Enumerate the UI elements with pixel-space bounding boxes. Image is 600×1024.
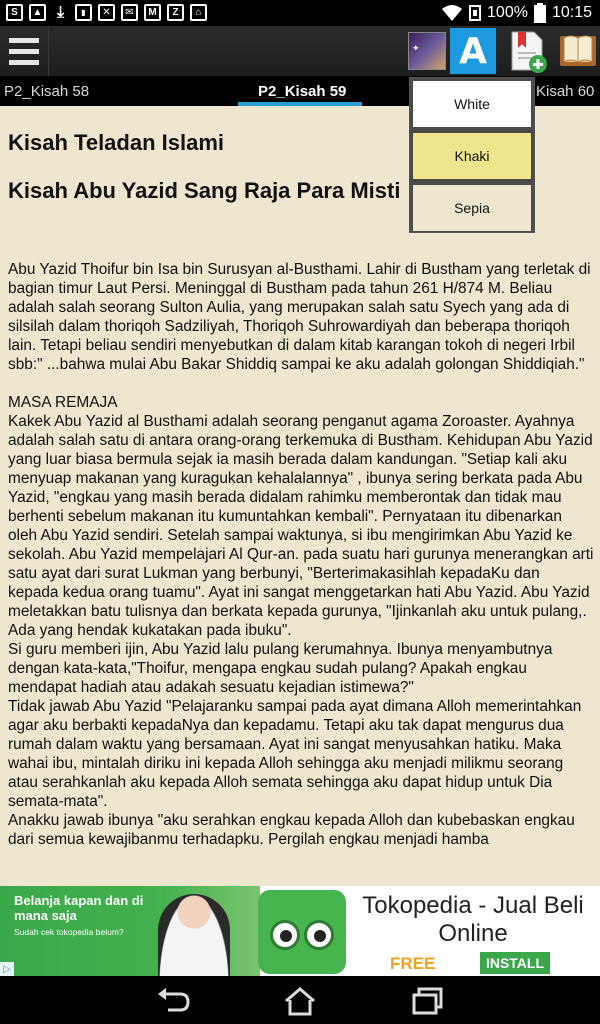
hamburger-line-icon xyxy=(9,60,39,65)
image-icon: ▲ xyxy=(29,4,46,21)
sync-icon xyxy=(469,4,481,22)
shop-icon: ⌂ xyxy=(190,4,207,21)
tab-kisah-59[interactable]: P2_Kisah 59 xyxy=(258,83,347,100)
download-icon: ⤓ xyxy=(56,3,65,21)
font-style-button[interactable] xyxy=(450,28,496,74)
envelope-icon: ✉ xyxy=(121,4,138,21)
ad-headline: Belanja kapan dan di mana saja xyxy=(14,893,144,923)
notification-icons xyxy=(6,4,207,21)
hamburger-line-icon xyxy=(9,38,39,43)
bookshelf-button[interactable] xyxy=(556,28,600,74)
status-bar xyxy=(0,0,600,26)
theme-dropdown xyxy=(409,77,535,233)
clock: 10:15 xyxy=(551,4,592,21)
theme-option-sepia[interactable]: Sepia xyxy=(413,185,531,231)
ad-title[interactable]: Tokopedia - Jual Beli Online xyxy=(362,892,584,947)
article-body: Abu Yazid Thoifur bin Isa bin Surusyan al-Busthami. Lahir di Bustham yang terletak di bagian timur Laut Persi. Meninggal di Bustham pada tahun 261 H/874 M. Beliau adalah salah seorang Sulton Aulia, yang merupakan salah satu Syech yang ada di silsilah dalam thoriqoh Sadziliyah, Thoriqoh Suhrowardiyah dan beberapa thoriqoh lain. Tetapi beliau sendiri menyebutkan di dalam kitab karangan tokoh di negeri Irbil sbb:" ...bahwa mulai Abu Bakar Shiddiq sampai ke aku adalah golongan Shiddiqiah." MASA REMAJA Kakek Abu Yazid al Busthami adalah seorang penganut agama Zoroaster. Ayahnya adalah salah satu di antara orang-orang terkemuka di Bustham. Kehidupan Abu Yazid yang luar biasa bermula sejak ia masih berada dalam kandungan. "Setiap kali aku menyuap makanan yang kuragukan kehalalannya" , ibunya sering berkata pada Abu Yazid, "engkau yang masih berada didalam rahimku memberontak dan tidak mau berhenti sebelum makanan itu kumuntahkan kembali". Pernyataan itu dibenarkan oleh Abu Yazid sendiri. Setelah sampai waktunya, si ibu mengirimkan Abu Yazid ke sekolah. Abu Yazid mempelajari Al Qur-an. pada suatu hari gurunya menerangkan arti satu ayat dari surat Lukman yang berbunyi, "Berterimakasihlah kepadaKu dan kepada kedua orang tuamu". Ayat ini sangat menggetarkan hati Abu Yazid. Abu Yazid meletakkan batu tulisnya dan berkata kepada gurunya, "Ijinkanlah aku untuk pulang,. Ada yang hendak kukatakan pada ibuku". Si guru memberi ijin, Abu Yazid lalu pulang kerumahnya. Ibunya menyambutnya dengan kata-kata,"Thoifur, mengapa engkau sudah pulang? Apakah engkau mendapat hadiah atau adakah sesuatu kejadian istimewa?" Tidak jawab Abu Yazid "Pelajaranku sampai pada ayat dimana Alloh memerintahkan agar aku berbakti kepadaNya dan kepadamu. Tetapi aku tak dapat mengurus dua rumah dalam waktu yang bersamaan. Ayat ini sangat menyusahkan hatiku. Maka wahai ibu, mintalah diriku ini kepada Alloh sehingga aku menjadi milikmu seorang atau serahkanlah aku kepada Alloh semata sehingga aku dapat hidup untuk Dia semata-mata". Anakku jawab ibunya "aku serahkan engkau kepada Alloh dan kubebaskan engkau dari semua kewajibanmu terhadapku. Pergilah engkau menjadi hamba xyxy=(8,261,594,848)
install-button[interactable]: INSTALL xyxy=(480,952,550,974)
system-status xyxy=(441,3,592,23)
add-bookmark-button[interactable] xyxy=(504,28,550,74)
font-a-icon: A xyxy=(459,30,487,72)
recent-apps-button[interactable] xyxy=(408,986,448,1016)
back-button[interactable] xyxy=(154,986,194,1016)
action-bar xyxy=(0,26,600,76)
hamburger-menu-button[interactable] xyxy=(0,26,49,76)
theme-option-khaki[interactable]: Khaki xyxy=(413,133,531,179)
battery-icon xyxy=(534,3,546,23)
hamburger-line-icon xyxy=(9,49,39,54)
wifi-icon xyxy=(441,4,463,22)
home-button[interactable] xyxy=(280,986,320,1016)
ad-image[interactable] xyxy=(0,886,260,976)
zedge-icon: Z xyxy=(167,4,184,21)
tab-kisah-58[interactable]: P2_Kisah 58 xyxy=(4,83,90,100)
tab-kisah-60[interactable]: Kisah 60 xyxy=(536,83,595,100)
ad-banner[interactable] xyxy=(0,886,600,976)
tokopedia-logo-icon[interactable] xyxy=(258,890,346,974)
app-thumbnail-icon: ✦ xyxy=(412,43,420,53)
owl-eye-icon xyxy=(304,920,334,950)
notification-s-icon: S xyxy=(6,4,23,21)
mail-icon: ✕ xyxy=(98,4,115,21)
battery-notif-icon: ▮ xyxy=(75,4,92,21)
battery-percent: 100% xyxy=(487,4,528,21)
ad-subline: Sudah cek tokopedia belum? xyxy=(14,927,124,937)
app-icon-button[interactable] xyxy=(408,32,446,70)
ad-model-image xyxy=(158,894,230,976)
article-title: Kisah Abu Yazid Sang Raja Para Misti xyxy=(8,178,401,203)
ad-price: FREE xyxy=(390,954,436,973)
gmail-icon: M xyxy=(144,4,161,21)
adchoices-icon[interactable]: ▷ xyxy=(0,962,14,976)
navigation-bar xyxy=(0,976,600,1024)
theme-option-white[interactable]: White xyxy=(413,81,531,127)
article-heading: Kisah Teladan Islami xyxy=(8,130,225,155)
owl-eye-icon xyxy=(270,920,300,950)
